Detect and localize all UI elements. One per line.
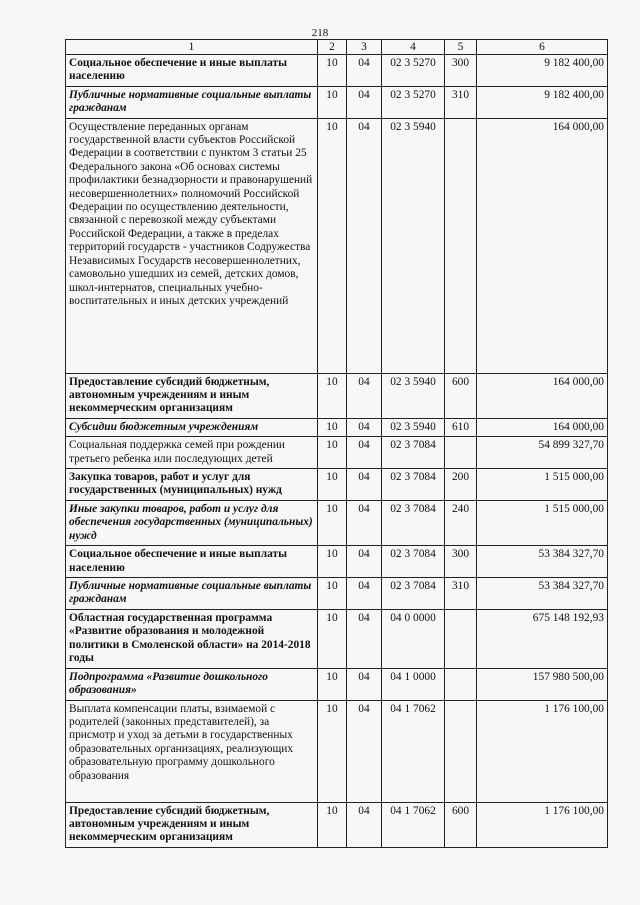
row-expense-type: 600 [445, 802, 477, 847]
row-section: 10 [318, 668, 347, 700]
row-section: 10 [318, 469, 347, 501]
row-section: 10 [318, 802, 347, 847]
table-row [66, 609, 608, 668]
row-subsection: 04 [347, 609, 382, 668]
row-section: 10 [318, 546, 347, 578]
table-row [66, 668, 608, 700]
row-section: 10 [318, 118, 347, 373]
column-header: 1 [66, 40, 318, 55]
row-name: Социальная поддержка семей при рождении третьего ребенка или последующих детей [66, 437, 318, 469]
row-amount: 1 176 100,00 [477, 700, 608, 802]
row-expense-type: 610 [445, 418, 477, 436]
column-header: 3 [347, 40, 382, 55]
row-target-article: 02 3 5940 [382, 373, 445, 418]
row-target-article: 04 1 0000 [382, 668, 445, 700]
row-amount: 9 182 400,00 [477, 86, 608, 118]
row-target-article: 04 0 0000 [382, 609, 445, 668]
row-name: Публичные нормативные социальные выплаты гражданам [66, 577, 318, 609]
row-subsection: 04 [347, 437, 382, 469]
row-name: Социальное обеспечение и иные выплаты населению [66, 55, 318, 87]
row-amount: 1 515 000,00 [477, 500, 608, 545]
table-row [66, 577, 608, 609]
row-amount: 9 182 400,00 [477, 55, 608, 87]
row-subsection: 04 [347, 418, 382, 436]
table-row [66, 86, 608, 118]
table-header-row [66, 40, 608, 55]
row-target-article: 02 3 5270 [382, 86, 445, 118]
row-target-article: 02 3 7084 [382, 546, 445, 578]
row-amount: 53 384 327,70 [477, 577, 608, 609]
row-subsection: 04 [347, 802, 382, 847]
table-row [66, 802, 608, 847]
row-amount: 53 384 327,70 [477, 546, 608, 578]
row-name: Выплата компенсации платы, взимаемой с родителей (законных представителей), за присмотр и уход за детьми в государственных образовательных организациях, реализующих образовательную программу дошкольного образования [66, 700, 318, 802]
row-section: 10 [318, 500, 347, 545]
row-expense-type: 200 [445, 469, 477, 501]
column-header: 6 [477, 40, 608, 55]
row-subsection: 04 [347, 700, 382, 802]
row-name: Субсидии бюджетным учреждениям [66, 418, 318, 436]
table-row [66, 469, 608, 501]
budget-table [65, 39, 608, 848]
column-header: 5 [445, 40, 477, 55]
row-expense-type [445, 609, 477, 668]
table-row [66, 546, 608, 578]
row-name: Публичные нормативные социальные выплаты гражданам [66, 86, 318, 118]
row-expense-type [445, 668, 477, 700]
row-section: 10 [318, 437, 347, 469]
table-row [66, 55, 608, 87]
table-row [66, 500, 608, 545]
row-subsection: 04 [347, 668, 382, 700]
table-row [66, 418, 608, 436]
row-subsection: 04 [347, 577, 382, 609]
row-amount: 164 000,00 [477, 373, 608, 418]
row-name: Осуществление переданных органам государственной власти субъектов Российской Федерации в соответствии с пунктом 3 статьи 25 Федерального закона «Об основах системы профилактики безнадзорности и правонарушений несовершеннолетних» полномочий Российской Федерации по осуществлению деятельности, связанной с перевозкой между субъектами Российской Федерации, а также в пределах территорий государств - участников Содружества Независимых Государств несовершеннолетних, самовольно ушедших из семей, детских домов, школ-интернатов, специальных учебно-воспитательных и иных детских учреждений [66, 118, 318, 373]
column-header: 2 [318, 40, 347, 55]
row-subsection: 04 [347, 118, 382, 373]
row-expense-type [445, 118, 477, 373]
row-target-article: 02 3 7084 [382, 469, 445, 501]
row-amount: 164 000,00 [477, 418, 608, 436]
row-amount: 1 515 000,00 [477, 469, 608, 501]
row-section: 10 [318, 86, 347, 118]
row-name: Социальное обеспечение и иные выплаты населению [66, 546, 318, 578]
row-subsection: 04 [347, 546, 382, 578]
row-name: Иные закупки товаров, работ и услуг для обеспечения государственных (муниципальных) нужд [66, 500, 318, 545]
row-target-article: 02 3 5940 [382, 118, 445, 373]
row-amount: 1 176 100,00 [477, 802, 608, 847]
row-subsection: 04 [347, 86, 382, 118]
row-subsection: 04 [347, 55, 382, 87]
row-subsection: 04 [347, 469, 382, 501]
page-number: 218 [311, 27, 329, 39]
table-row [66, 700, 608, 802]
row-target-article: 02 3 5940 [382, 418, 445, 436]
row-section: 10 [318, 373, 347, 418]
row-amount: 164 000,00 [477, 118, 608, 373]
row-section: 10 [318, 700, 347, 802]
row-expense-type: 300 [445, 546, 477, 578]
row-name: Предоставление субсидий бюджетным, автономным учреждениям и иным некоммерческим организациям [66, 373, 318, 418]
row-name: Закупка товаров, работ и услуг для государственных (муниципальных) нужд [66, 469, 318, 501]
row-expense-type: 310 [445, 86, 477, 118]
row-amount: 157 980 500,00 [477, 668, 608, 700]
row-amount: 54 899 327,70 [477, 437, 608, 469]
row-expense-type [445, 437, 477, 469]
row-target-article: 02 3 7084 [382, 500, 445, 545]
row-target-article: 02 3 7084 [382, 577, 445, 609]
row-expense-type [445, 700, 477, 802]
row-name: Областная государственная программа «Развитие образования и молодежной политики в Смоленской области» на 2014-2018 годы [66, 609, 318, 668]
row-amount: 675 148 192,93 [477, 609, 608, 668]
row-section: 10 [318, 418, 347, 436]
row-subsection: 04 [347, 373, 382, 418]
row-target-article: 04 1 7062 [382, 700, 445, 802]
row-expense-type: 300 [445, 55, 477, 87]
row-section: 10 [318, 577, 347, 609]
row-name: Предоставление субсидий бюджетным, автономным учреждениям и иным некоммерческим организациям [66, 802, 318, 847]
row-section: 10 [318, 55, 347, 87]
row-expense-type: 600 [445, 373, 477, 418]
column-header: 4 [382, 40, 445, 55]
row-subsection: 04 [347, 500, 382, 545]
row-expense-type: 240 [445, 500, 477, 545]
row-expense-type: 310 [445, 577, 477, 609]
row-section: 10 [318, 609, 347, 668]
row-name: Подпрограмма «Развитие дошкольного образования» [66, 668, 318, 700]
table-row [66, 118, 608, 373]
table-row [66, 373, 608, 418]
row-target-article: 02 3 7084 [382, 437, 445, 469]
table-row [66, 437, 608, 469]
row-target-article: 04 1 7062 [382, 802, 445, 847]
row-target-article: 02 3 5270 [382, 55, 445, 87]
